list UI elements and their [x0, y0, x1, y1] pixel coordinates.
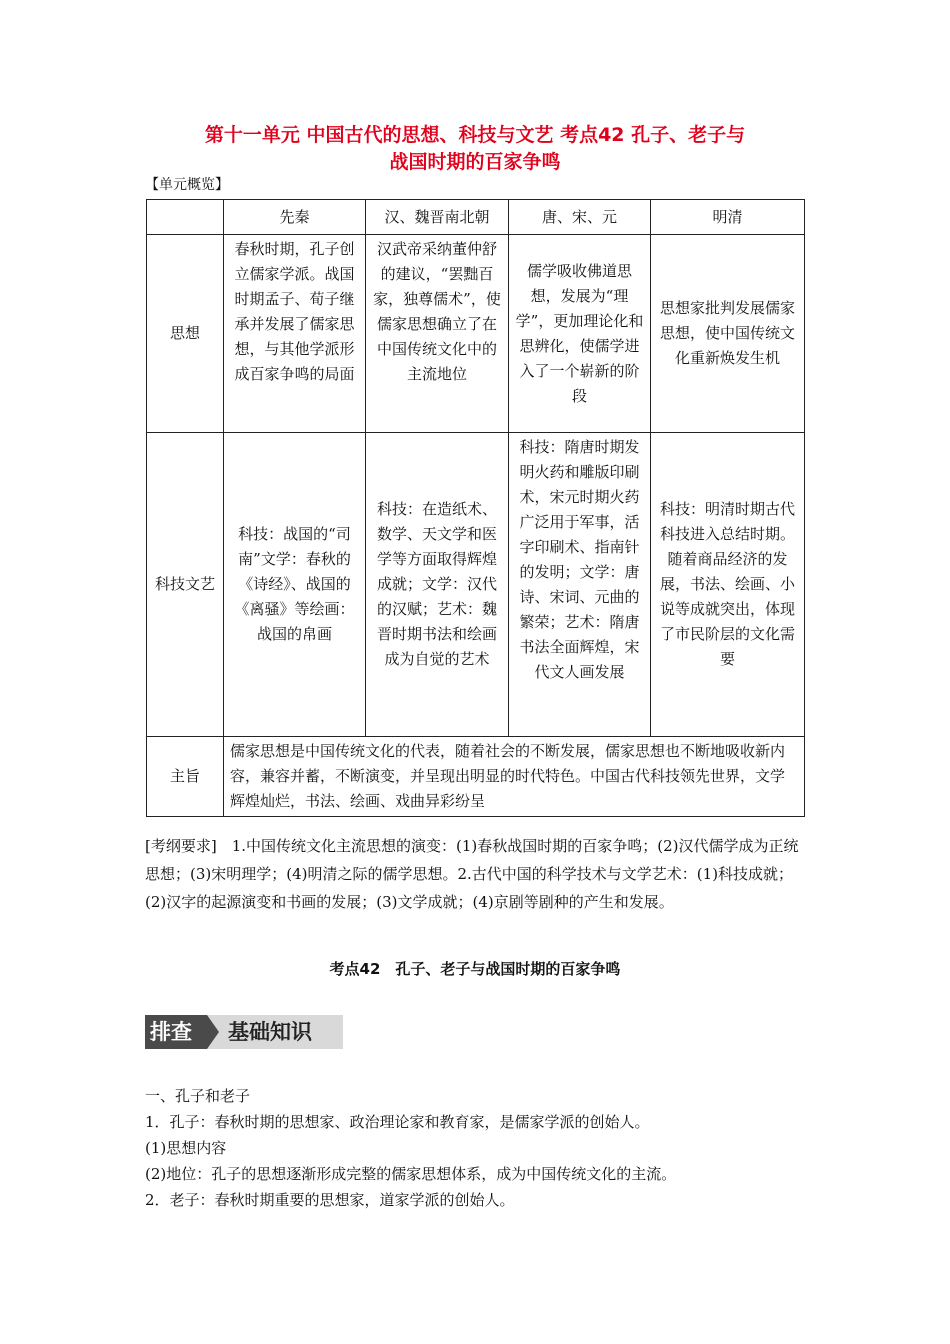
table-header-cell: 先秦 — [224, 200, 366, 235]
body-line: 1．孔子：春秋时期的思想家、政治理论家和教育家，是儒家学派的创始人。 — [145, 1113, 650, 1131]
table-header-cell: 汉、魏晋南北朝 — [366, 200, 509, 235]
table-header-cell: 明清 — [651, 200, 805, 235]
table-cell: 科技：战国的“司南”文学：春秋的《诗经》、战国的《离骚》等绘画：战国的帛画 — [224, 433, 366, 737]
row-label: 主旨 — [147, 737, 224, 817]
row-label: 思想 — [147, 235, 224, 433]
body-line: (1)思想内容 — [145, 1139, 227, 1157]
table-row — [147, 235, 805, 433]
body-line: (2)地位：孔子的思想逐渐形成完整的儒家思想体系，成为中国传统文化的主流。 — [145, 1165, 677, 1183]
row-label: 科技文艺 — [147, 433, 224, 737]
table-cell: 科技：明清时期古代科技进入总结时期。随着商品经济的发展，书法、绘画、小说等成就突出，体现了市民阶层的文化需要 — [651, 433, 805, 737]
body-line: 一、孔子和老子 — [145, 1087, 251, 1105]
overview-table — [146, 199, 805, 817]
banner-right-label: 基础知识 — [228, 1020, 312, 1044]
section-heading: 考点42 孔子、老子与战国时期的百家争鸣 — [329, 960, 621, 978]
exam-requirements: [考纲要求] 1.中国传统文化主流思想的演变：(1)春秋战国时期的百家争鸣；(2)汉代儒学成为正统思想；(3)宋明理学；(4)明清之际的儒学思想。2.古代中国的科学技术与文学艺术：(1)科技成就；(2)汉字的起源演变和书画的发展；(3)文学成就；(4)京剧等剧种的产生和发展。 — [145, 837, 799, 911]
title-line-1: 第十一单元 中国古代的思想、科技与文艺 考点42 孔子、老子与 — [204, 124, 746, 146]
banner-left-label: 排查 — [150, 1020, 192, 1044]
body-text — [145, 1083, 805, 1213]
table-cell: 汉武帝采纳董仲舒的建议，“罢黜百家，独尊儒术”，使儒家思想确立了在中国传统文化中的主流地位 — [366, 235, 509, 433]
table-cell: 思想家批判发展儒家思想，使中国传统文化重新焕发生机 — [651, 235, 805, 433]
table-cell: 科技：在造纸术、数学、天文学和医学等方面取得辉煌成就；文学：汉代的汉赋；艺术：魏晋时期书法和绘画成为自觉的艺术 — [366, 433, 509, 737]
table-header-cell: 唐、宋、元 — [509, 200, 651, 235]
table-cell: 儒学吸收佛道思想，发展为“理学”，更加理论化和思辨化，使儒学进入了一个崭新的阶段 — [509, 235, 651, 433]
section-banner — [145, 1015, 343, 1049]
table-header-cell — [147, 200, 224, 235]
table-cell: 春秋时期，孔子创立儒家学派。战国时期孟子、荀子继承并发展了儒家思想，与其他学派形成百家争鸣的局面 — [224, 235, 366, 433]
table-row — [147, 737, 805, 817]
document-title — [130, 122, 820, 176]
overview-label: 【单元概览】 — [145, 177, 229, 193]
table-header-row — [147, 200, 805, 235]
table-cell: 科技：隋唐时期发明火药和雕版印刷术，宋元时期火药广泛用于军事，活字印刷术、指南针的发明；文学：唐诗、宋词、元曲的繁荣；艺术：隋唐书法全面辉煌，宋代文人画发展 — [509, 433, 651, 737]
title-line-2: 战国时期的百家争鸣 — [389, 151, 561, 173]
banner-arrow-icon — [207, 1015, 219, 1049]
body-line: 2．老子：春秋时期重要的思想家，道家学派的创始人。 — [145, 1191, 515, 1209]
table-cell-summary: 儒家思想是中国传统文化的代表，随着社会的不断发展，儒家思想也不断地吸收新内容，兼容并蓄，不断演变，并呈现出明显的时代特色。中国古代科技领先世界，文学辉煌灿烂，书法、绘画、戏曲异彩纷呈 — [224, 737, 805, 817]
table-row — [147, 433, 805, 737]
